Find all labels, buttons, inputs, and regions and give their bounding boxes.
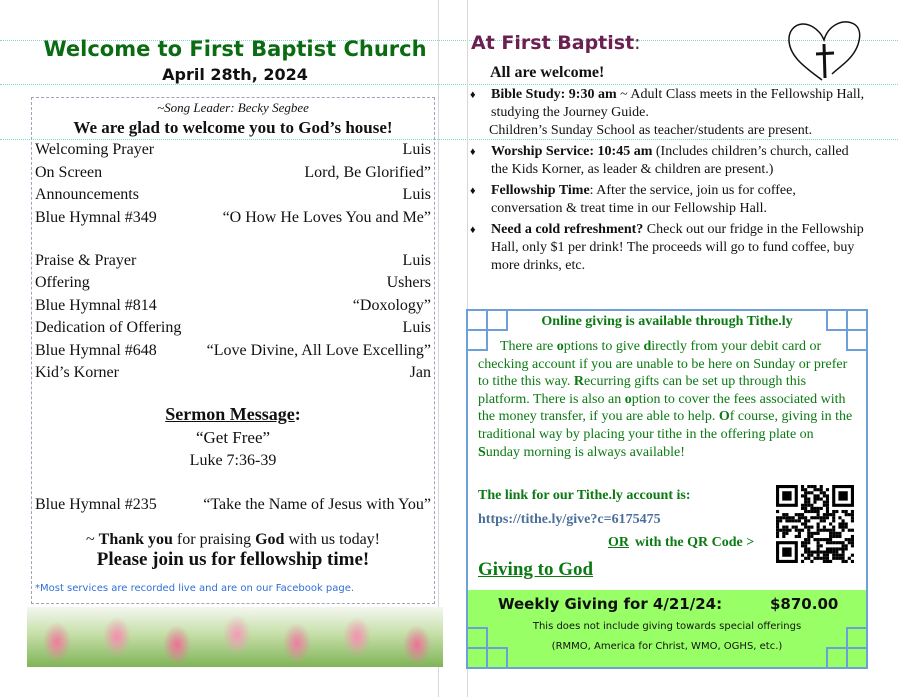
- tithe-text: ecurring gifts can be set up through this platform. There is also an: [478, 374, 807, 407]
- heart-cross-icon: [786, 18, 862, 84]
- order-detail: “Doxology”: [352, 296, 431, 314]
- activity-item: [470, 221, 865, 275]
- diamond-bullet-icon: ♦: [470, 224, 476, 236]
- giving-note: This does not include giving towards special offerings: [532, 621, 802, 632]
- children-note: Children’s Sunday School as teacher/students are present.: [489, 123, 813, 138]
- order-row: [32, 162, 434, 185]
- tithe-text: S: [478, 444, 486, 460]
- sermon-section: [32, 403, 434, 473]
- guide-line: [0, 84, 898, 85]
- order-item: On Screen: [35, 163, 103, 181]
- tithe-text: O: [718, 409, 730, 425]
- activity-text: : After the service, join us for coffee, conversation & treat time in our Fellowship Hall.: [491, 183, 796, 216]
- sermon-colon: :: [294, 403, 301, 424]
- weekly-giving-label: Weekly Giving for 4/21/24:: [498, 595, 723, 613]
- activities-list: [470, 86, 865, 278]
- order-row: [32, 317, 434, 340]
- activity-text: ~ Adult Class meets in the Fellowship Hall, studying the Journey Guide.: [491, 87, 865, 120]
- order-item: Blue Hymnal #814: [35, 296, 157, 314]
- order-detail: Luis: [402, 186, 431, 203]
- order-row: [32, 295, 434, 318]
- tithe-heading: Online giving is available through Tithe.ly: [541, 314, 793, 329]
- thanks-text: with us today!: [284, 530, 380, 548]
- tithe-text: o: [556, 339, 564, 354]
- thanks-text: Thank you: [98, 530, 173, 548]
- sermon-passage: Luke 7:36-39: [189, 451, 277, 469]
- right-heading-text: At First Baptist: [471, 32, 635, 54]
- order-row: [32, 340, 434, 363]
- page-edge: [438, 0, 439, 697]
- order-row: [32, 250, 434, 273]
- order-row: [32, 272, 434, 295]
- diamond-bullet-icon: ♦: [470, 146, 476, 158]
- right-heading-colon: :: [634, 32, 641, 54]
- welcome-message: We are glad to welcome you to God’s house!: [73, 118, 393, 137]
- qr-prompt: [608, 535, 754, 551]
- tithe-text: f course, giving in the traditional way by placing your tithe in the offering plate on: [478, 409, 853, 442]
- qr-label: with the QR Code >: [635, 535, 755, 550]
- activity-title: Bible Study: 9:30 am: [491, 87, 617, 102]
- order-item: Announcements: [35, 186, 139, 203]
- order-item: Welcoming Prayer: [35, 141, 155, 158]
- sermon-heading: Sermon Message: [165, 403, 295, 424]
- order-row: [32, 362, 434, 385]
- tulip-image: [27, 607, 443, 667]
- song-leader: ~Song Leader: Becky Segbee: [157, 100, 309, 115]
- order-item: Kid’s Korner: [35, 364, 119, 381]
- activity-item: [470, 86, 865, 122]
- activity-title: Fellowship Time: [491, 183, 590, 198]
- tithe-url-link[interactable]: https://tithe.ly/give?c=6175475: [478, 512, 661, 527]
- order-detail: “Love Divine, All Love Excelling”: [206, 341, 431, 359]
- bulletin-title: Welcome to First Baptist Church: [43, 37, 427, 61]
- or-text: OR: [608, 535, 629, 550]
- order-item: Blue Hymnal #349: [35, 208, 157, 226]
- tithe-text: R: [573, 374, 585, 390]
- order-detail: Luis: [402, 319, 431, 336]
- tithe-text: ptions to give: [563, 339, 644, 354]
- tithe-text: ption to cover the fees associated with the money transfer, if you are able to help.: [478, 391, 846, 425]
- activity-title: Need a cold refreshment?: [491, 222, 644, 237]
- diamond-bullet-icon: ♦: [470, 89, 476, 101]
- qr-code-icon[interactable]: [776, 485, 854, 563]
- order-item: Blue Hymnal #235: [35, 496, 157, 513]
- order-detail: Luis: [402, 141, 431, 158]
- tithe-text: There are: [500, 339, 557, 354]
- thanks-text: God: [255, 530, 285, 548]
- order-detail: “Take the Name of Jesus with You”: [203, 496, 431, 513]
- order-row: [32, 139, 434, 162]
- activity-item: [470, 143, 865, 179]
- tithe-text: d: [643, 339, 652, 354]
- bulletin-date: April 28th, 2024: [162, 65, 308, 84]
- thanks-text: ~: [85, 530, 99, 548]
- order-row: [32, 184, 434, 207]
- closing-hymn: [32, 494, 434, 517]
- order-detail: Lord, Be Glorified”: [304, 163, 431, 181]
- fellowship-invite: Please join us for fellowship time!: [96, 548, 370, 570]
- activity-item: [470, 182, 865, 218]
- giving-note: (RMMO, America for Christ, WMO, OGHS, etc.): [551, 641, 783, 652]
- order-list-2: [32, 250, 434, 385]
- diamond-bullet-icon: ♦: [470, 185, 476, 197]
- order-detail: Jan: [409, 364, 431, 381]
- order-item: Offering: [35, 274, 90, 291]
- thanks-text: for praising: [172, 530, 256, 548]
- order-detail: Ushers: [386, 274, 431, 291]
- order-detail: “O How He Loves You and Me”: [222, 208, 431, 226]
- order-item: Blue Hymnal #648: [35, 341, 157, 359]
- tithe-text: o: [624, 391, 632, 407]
- tithe-text: irectly from your debit card or checking account if you are unable to be here on Sunday or prefer to tithe this way.: [478, 339, 848, 390]
- order-item: Dedication of Offering: [35, 319, 182, 336]
- right-heading: [471, 32, 641, 54]
- activity-text: (Includes children’s church, called the Kids Korner, as leader & children are present.): [491, 144, 849, 177]
- order-detail: Luis: [402, 251, 431, 269]
- all-welcome: All are welcome!: [490, 64, 605, 81]
- order-row: [32, 207, 434, 230]
- tithe-description: [478, 338, 858, 461]
- tithe-text: unday morning is always available!: [485, 444, 685, 460]
- sermon-title: “Get Free”: [195, 428, 271, 447]
- order-of-service: [31, 97, 435, 604]
- tithe-box: [466, 309, 868, 669]
- order-item: Praise & Prayer: [35, 251, 137, 269]
- weekly-giving-amount: $870.00: [770, 595, 839, 613]
- recording-note: *Most services are recorded live and are on our Facebook page.: [35, 583, 355, 594]
- thanks-message: [32, 531, 434, 549]
- tithe-link-label: The link for our Tithe.ly account is:: [478, 488, 691, 503]
- activity-title: Worship Service: 10:45 am: [491, 144, 653, 159]
- activity-text: Check out our fridge in the Fellowship Hall, only $1 per drink! The proceeds will go to fund coffee, buy more drinks, etc.: [491, 222, 864, 273]
- order-list-1: [32, 139, 434, 229]
- giving-heading: Giving to God: [478, 559, 594, 580]
